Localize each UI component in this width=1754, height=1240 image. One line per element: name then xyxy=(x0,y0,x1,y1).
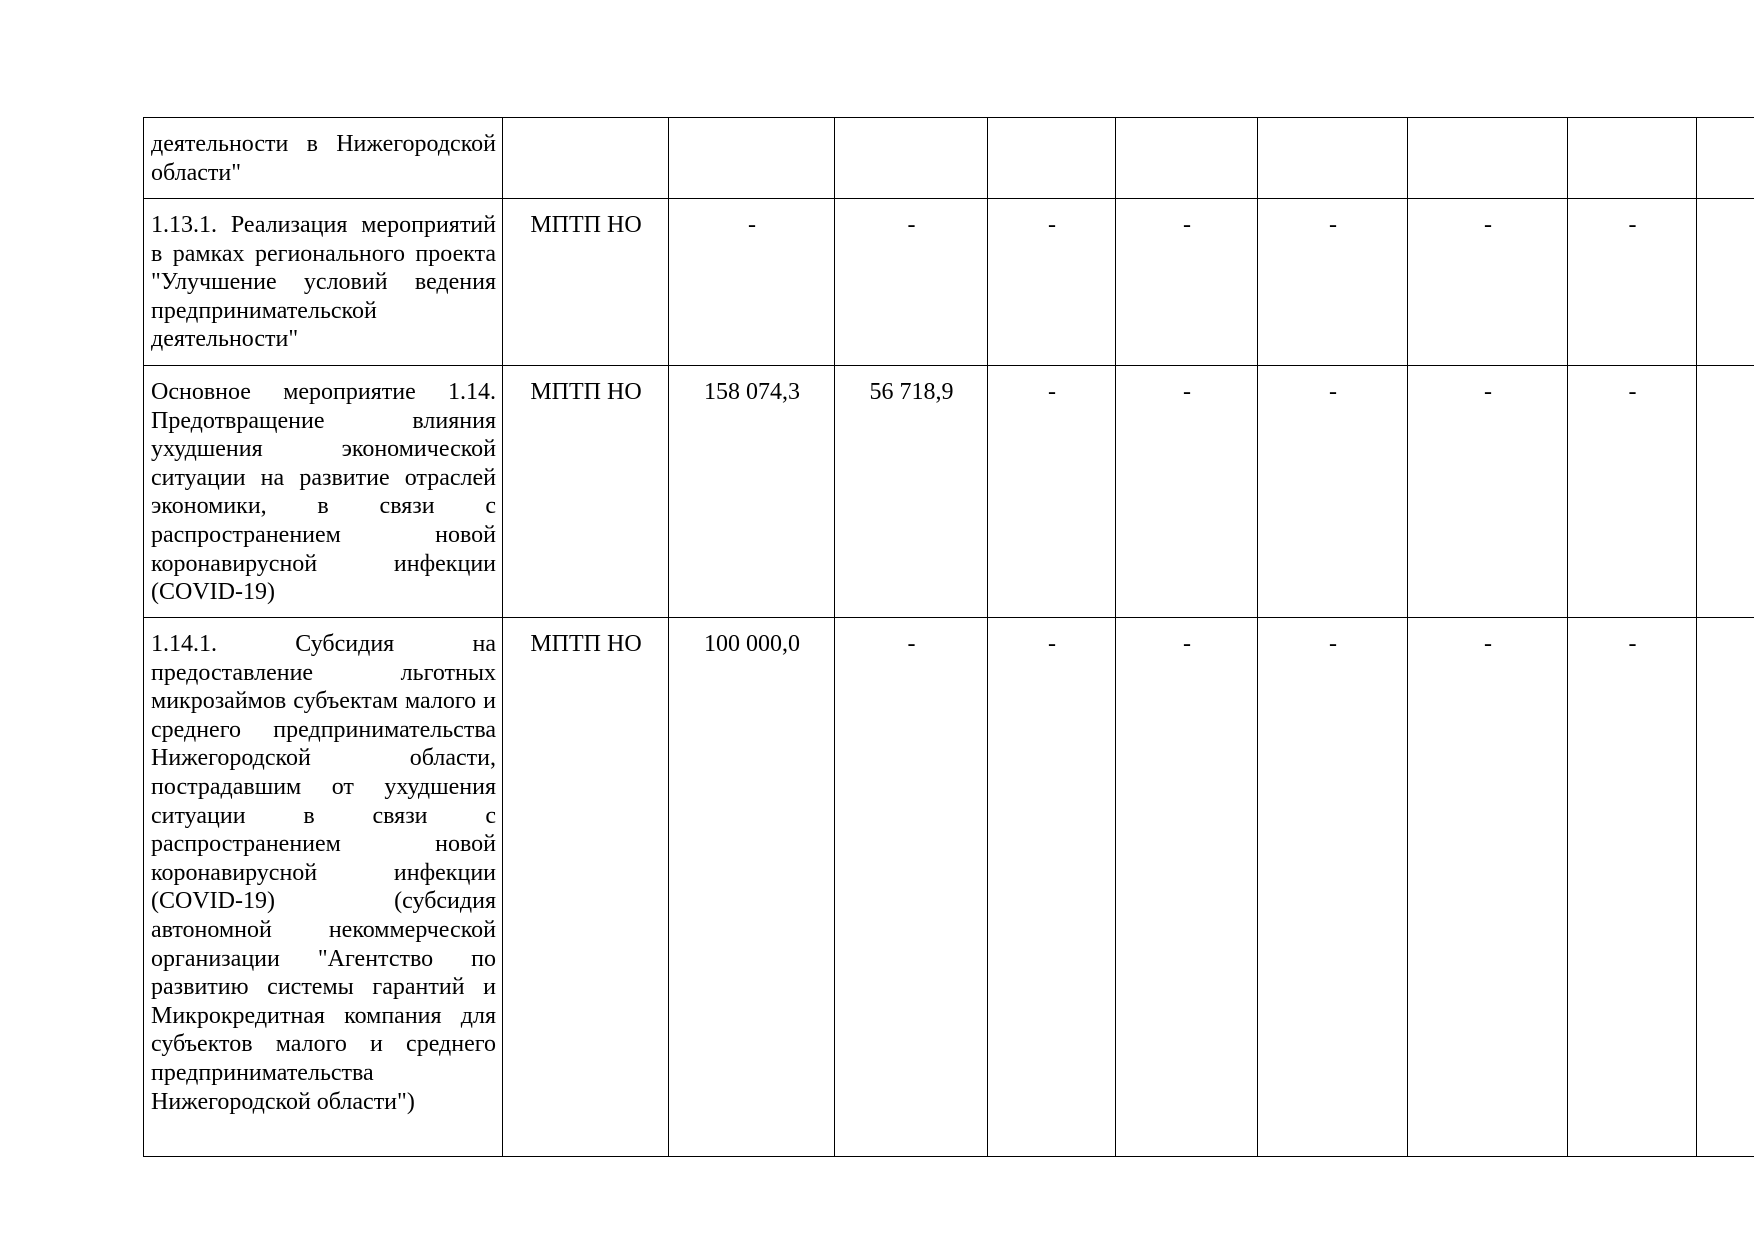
executor-cell: МПТП НО xyxy=(503,366,669,618)
value-cell: - xyxy=(669,199,835,366)
value-cell xyxy=(1116,118,1258,199)
activity-description-cell: 1.13.1. Реализация мероприятий в рамках регионального проекта "Улучшение условий ведения предпринимательской деятельности" xyxy=(144,199,503,366)
value-cell: - xyxy=(1116,199,1258,366)
value-cell: - xyxy=(1568,199,1697,366)
value-cell xyxy=(669,118,835,199)
value-cell: - xyxy=(835,199,988,366)
value-cell: - xyxy=(1116,618,1258,1157)
value-cell xyxy=(1697,366,1754,618)
program-financing-table xyxy=(143,117,1754,1157)
table-row xyxy=(144,366,1754,618)
value-cell: - xyxy=(1258,199,1408,366)
executor-cell xyxy=(503,118,669,199)
value-cell: - xyxy=(1568,618,1697,1157)
value-cell xyxy=(1697,199,1754,366)
value-cell xyxy=(1697,118,1754,199)
value-cell xyxy=(988,118,1116,199)
value-cell: - xyxy=(988,618,1116,1157)
executor-cell: МПТП НО xyxy=(503,618,669,1157)
value-cell: - xyxy=(988,366,1116,618)
value-cell xyxy=(1258,118,1408,199)
value-cell xyxy=(835,118,988,199)
value-cell: 100 000,0 xyxy=(669,618,835,1157)
activity-description-cell: Основное мероприятие 1.14. Предотвращение влияния ухудшения экономической ситуации на развитие отраслей экономики, в связи с распространением новой коронавирусной инфекции (COVID-19) xyxy=(144,366,503,618)
activity-description-cell: 1.14.1. Субсидия на предоставление льготных микрозаймов субъектам малого и среднего предпринимательства Нижегородской области, пострадавшим от ухудшения ситуации в связи с распространением новой коронавирусной инфекции (COVID-19) (субсидия автономной некоммерческой организации "Агентство по развитию системы гарантий и Микрокредитная компания для субъектов малого и среднего предпринимательства Нижегородской области") xyxy=(144,618,503,1157)
value-cell xyxy=(1697,618,1754,1157)
value-cell: - xyxy=(1116,366,1258,618)
value-cell xyxy=(1408,118,1568,199)
value-cell: - xyxy=(988,199,1116,366)
value-cell: - xyxy=(835,618,988,1157)
value-cell: - xyxy=(1258,618,1408,1157)
value-cell: - xyxy=(1568,366,1697,618)
value-cell: 56 718,9 xyxy=(835,366,988,618)
table-row xyxy=(144,618,1754,1157)
activity-description-cell: деятельности в Нижегородской области" xyxy=(144,118,503,199)
table-row xyxy=(144,118,1754,199)
value-cell xyxy=(1568,118,1697,199)
table-row xyxy=(144,199,1754,366)
value-cell: - xyxy=(1408,199,1568,366)
value-cell: - xyxy=(1408,618,1568,1157)
value-cell: - xyxy=(1408,366,1568,618)
executor-cell: МПТП НО xyxy=(503,199,669,366)
value-cell: 158 074,3 xyxy=(669,366,835,618)
value-cell: - xyxy=(1258,366,1408,618)
